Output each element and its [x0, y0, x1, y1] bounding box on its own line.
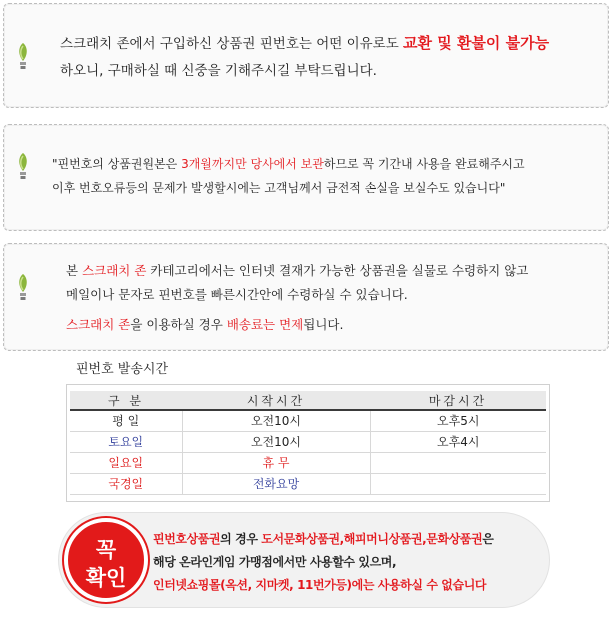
row-day: 일요일 — [70, 452, 182, 473]
notice-box-scratch-zone — [3, 243, 609, 351]
row-day: 토요일 — [70, 431, 182, 452]
notice-box-storage — [3, 124, 609, 231]
lightbulb-icon — [16, 272, 30, 302]
row-start: 오전10시 — [182, 431, 370, 452]
send-time-title: 핀번호 발송시간 — [76, 362, 169, 377]
table-row — [70, 473, 546, 494]
table-header-row — [70, 391, 546, 410]
must-check-badge — [64, 518, 148, 602]
notice-text: 본 스크래치 존 카테고리에서는 인터넷 결재가 가능한 상품권을 실물로 수령하지 않고 메일이나 문자로 핀번호를 빠른시간안에 수령하실 수 있습니다. 스크래치 존을 이용하실 경우 배송료는 면제됩니다. — [66, 263, 529, 332]
row-start: 오전10시 — [182, 410, 370, 431]
row-day: 평 일 — [70, 410, 182, 431]
must-check-text: 핀번호상품권의 경우 도서문화상품권,해피머니상품권,문화상품권은 해당 온라인게임 가맹점에서만 사용할수 있으며, 인터넷쇼핑몰(옥션, 지마켓, 11번가등)에는 사용하실 수 없습니다 — [153, 532, 494, 592]
lightbulb-icon — [16, 41, 30, 71]
header-start: 시작시간 — [182, 391, 370, 410]
notice-text: "핀번호의 상품권원본은 3개월까지만 당사에서 보관하므로 꼭 기간내 사용을 완료해주시고 이후 번호오류등의 문제가 발생할시에는 고객님께서 금전적 손실을 보실수도 있습니다" — [52, 157, 525, 195]
notice-box-exchange — [3, 3, 609, 108]
table-row — [70, 431, 546, 452]
row-end — [370, 452, 546, 473]
notice-text: 스크래치 존에서 구입하신 상품권 핀번호는 어떤 이유로도 교환 및 환불이 불가능 하오니, 구매하실 때 신중을 기해주시길 부탁드립니다. — [60, 34, 550, 79]
row-day: 국경일 — [70, 473, 182, 494]
badge-line1: 꼭 — [95, 538, 117, 562]
header-category: 구 분 — [70, 391, 182, 410]
table-row — [70, 410, 546, 431]
header-end: 마감시간 — [370, 391, 546, 410]
row-start: 휴 무 — [182, 452, 370, 473]
badge-line2: 확인 — [85, 566, 127, 590]
row-end: 오후4시 — [370, 431, 546, 452]
row-end — [370, 473, 546, 494]
row-start: 전화요망 — [182, 473, 370, 494]
send-time-table — [66, 384, 550, 502]
row-end: 오후5시 — [370, 410, 546, 431]
lightbulb-icon — [16, 151, 30, 181]
table-row — [70, 452, 546, 473]
